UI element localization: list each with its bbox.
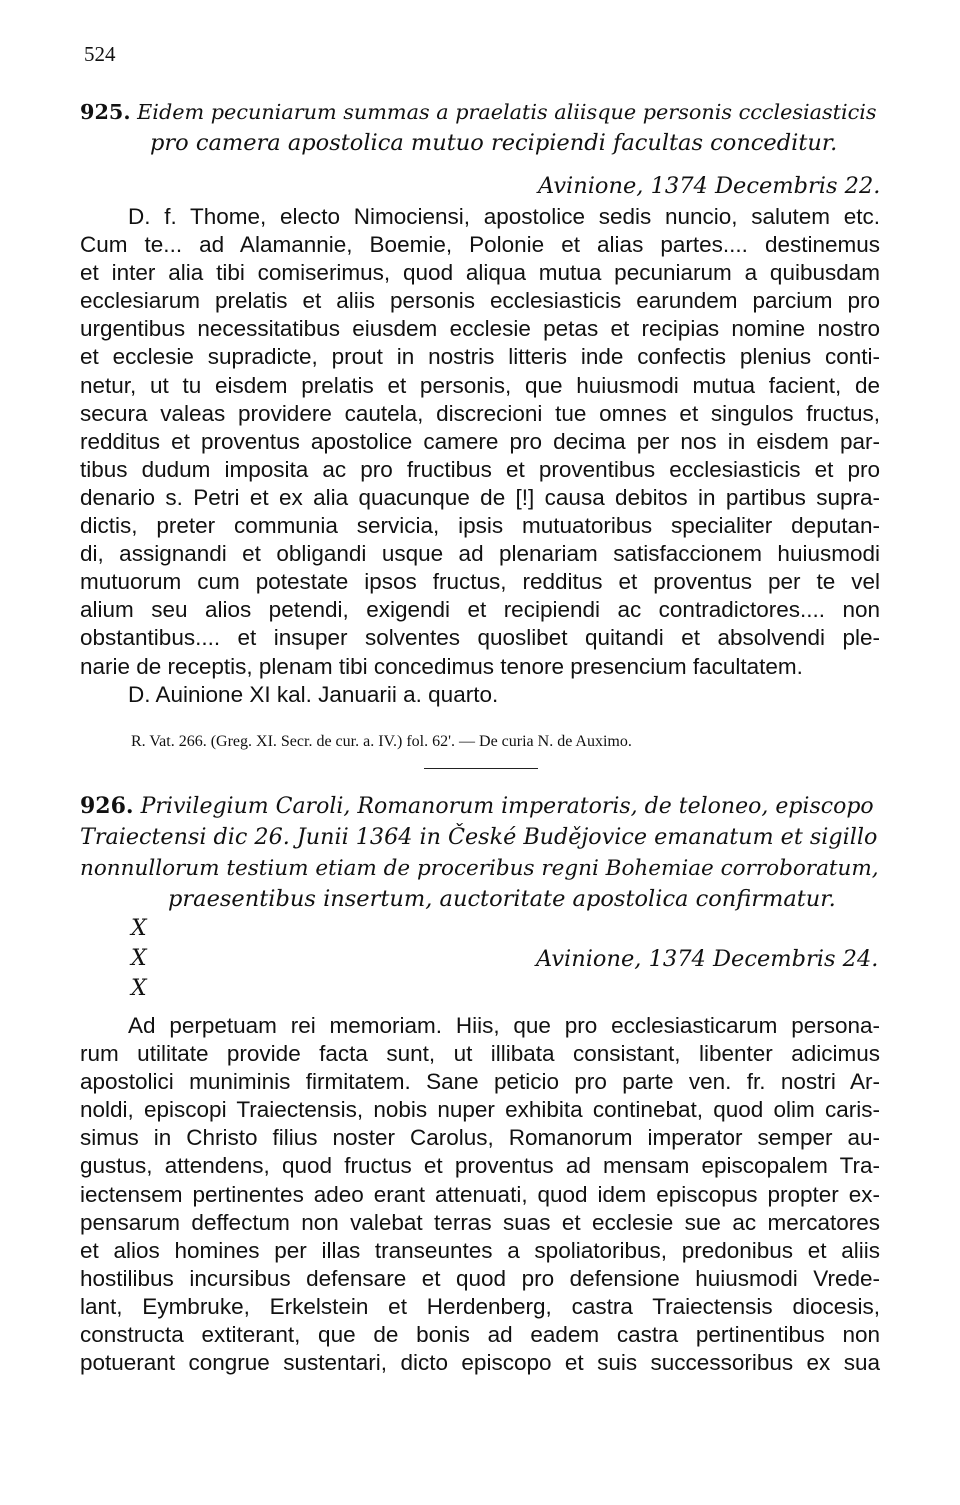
body-line: dictis, preter communia servicia, ipsis mutuatoribus specialiter deputan- [80, 513, 880, 539]
body-line: et ecclesie supradicte, prout in nostris litteris inde confectis plenius conti- [80, 344, 880, 370]
body-line: di, assignandi et obligandi usque ad plenariam satisfaccionem huiusmodi [80, 541, 880, 567]
entry-926-dateline: Avinione, 1374 Decembris 24. [536, 946, 879, 972]
body-line: redditus et proventus apostolice camere pro decima per nos in eisdem par- [80, 428, 880, 454]
entry-926-title-line: praesentibus insertum, auctoritate apostolica confirmatur. [168, 886, 836, 912]
entry-925-dateline: Avinione, 1374 Decembris 22. [538, 173, 881, 199]
entry-926-number: 926. [80, 793, 134, 819]
body-line: mutuorum cum potestate ipsos fructus, redditus et proventus per te vel [80, 569, 880, 595]
body-line: netur, ut tu eisdem prelatis et personis, que huiusmodi mutua facient, de [80, 372, 880, 398]
section-divider [424, 768, 538, 769]
entry-925-heading [80, 97, 880, 159]
entry-925-number: 925. [80, 100, 131, 124]
notarial-mark: X [131, 976, 147, 1001]
body-line: pensarum deffectum non valebat terras suas et ecclesie sue ac mercatores [80, 1209, 880, 1235]
entry-926-title-line: Traiectensi dic 26. Junii 1364 in České Budějovice emanatum et sigillo [80, 824, 878, 850]
body-line: secura valeas providere cautela, discrecioni tue omnes et singulos fructus, [80, 400, 880, 426]
body-line: obstantibus.... et insuper solventes quoslibet quitandi et absolvendi ple- [80, 625, 880, 651]
entry-926-title-line: nonnullorum testium etiam de proceribus regni Bohemiae corroboratum, [80, 856, 879, 881]
body-line: urgentibus necessitatibus eiusdem ecclesie petas et recipias nomine nostro [80, 316, 880, 342]
body-line: gustus, attendens, quod fructus et proventus ad mensam episcopalem Tra- [80, 1153, 880, 1179]
entry-926-heading [80, 791, 880, 915]
body-line: lant, Eymbruke, Erkelstein et Herdenberg, castra Traiectensis diocesis, [80, 1293, 880, 1319]
entry-925-closing: D. Auinione XI kal. Januarii a. quarto. [128, 681, 499, 707]
body-line: constructa extiterant, que de bonis ad eadem castra pertinentibus non [80, 1322, 880, 1348]
body-line: alium seu alios petendi, exigendi et recipiendi ac contradictores.... non [80, 597, 880, 623]
notarial-mark: X [131, 916, 147, 941]
notarial-mark: X [131, 946, 147, 971]
body-line: iectensem pertinentes adeo erant attenuati, quod idem episcopus propter ex- [80, 1181, 880, 1207]
entry-925-title-line: pro camera apostolica mutuo recipiendi facultas conceditur. [150, 130, 838, 156]
body-line: potuerant congrue sustentari, dicto episcopo et suis successoribus ex sua [80, 1350, 880, 1376]
entry-925-source-note: R. Vat. 266. (Greg. XI. Secr. de cur. a. IV.) fol. 62'. — De curia N. de Auximo. [131, 733, 632, 750]
body-line: et alios homines per illas transeuntes a spoliatoribus, predonibus et aliis [80, 1237, 880, 1263]
body-line: tibus dudum imposita ac pro fructibus et proventibus ecclesiasticis et pro [80, 456, 880, 482]
body-line: et inter alia tibi comiserimus, quod aliqua mutua pecuniarum a quibusdam [80, 260, 880, 286]
body-line: Ad perpetuam rei memoriam. Hiis, que pro ecclesiasticarum persona- [128, 1013, 880, 1038]
body-line: ecclesiarum prelatis et aliis personis ecclesiasticis earundem parcium pro [80, 288, 880, 314]
body-line: denario s. Petri et ex alia quacunque de [!] causa debitos in partibus supra- [80, 484, 880, 510]
body-line: noldi, episcopi Traiectensis, nobis nuper exhibita continebat, quod olim caris- [80, 1097, 880, 1123]
body-line: apostolici muniminis firmitatem. Sane peticio pro parte ven. fr. nostri Ar- [80, 1069, 880, 1095]
body-line: Cum te... ad Alamannie, Boemie, Polonie et alias partes.... destinemus [80, 232, 880, 258]
body-line: D. f. Thome, electo Nimociensi, apostolice sedis nuncio, salutem etc. [128, 204, 880, 229]
entry-926-body [80, 1012, 880, 1377]
body-line: rum utilitate provide facta sunt, ut illibata consistant, libenter adicimus [80, 1041, 880, 1067]
body-line: simus in Christo filius noster Carolus, Romanorum imperator semper au- [80, 1125, 880, 1151]
entry-925-title-line: 925. Eidem pecuniarum summas a praelatis aliisque personis ccclesiasticis [80, 100, 877, 124]
entry-926-title-line: 926. Privilegium Caroli, Romanorum imperatoris, de teloneo, episcopo [80, 793, 874, 819]
entry-925-body [80, 203, 880, 709]
body-line: narie de receptis, plenam tibi concedimus tenore presencium facultatem. [80, 653, 803, 679]
body-line: hostilibus incursibus defensare et quod pro defensione huiusmodi Vrede- [80, 1265, 880, 1291]
page-number: 524 [84, 42, 116, 66]
